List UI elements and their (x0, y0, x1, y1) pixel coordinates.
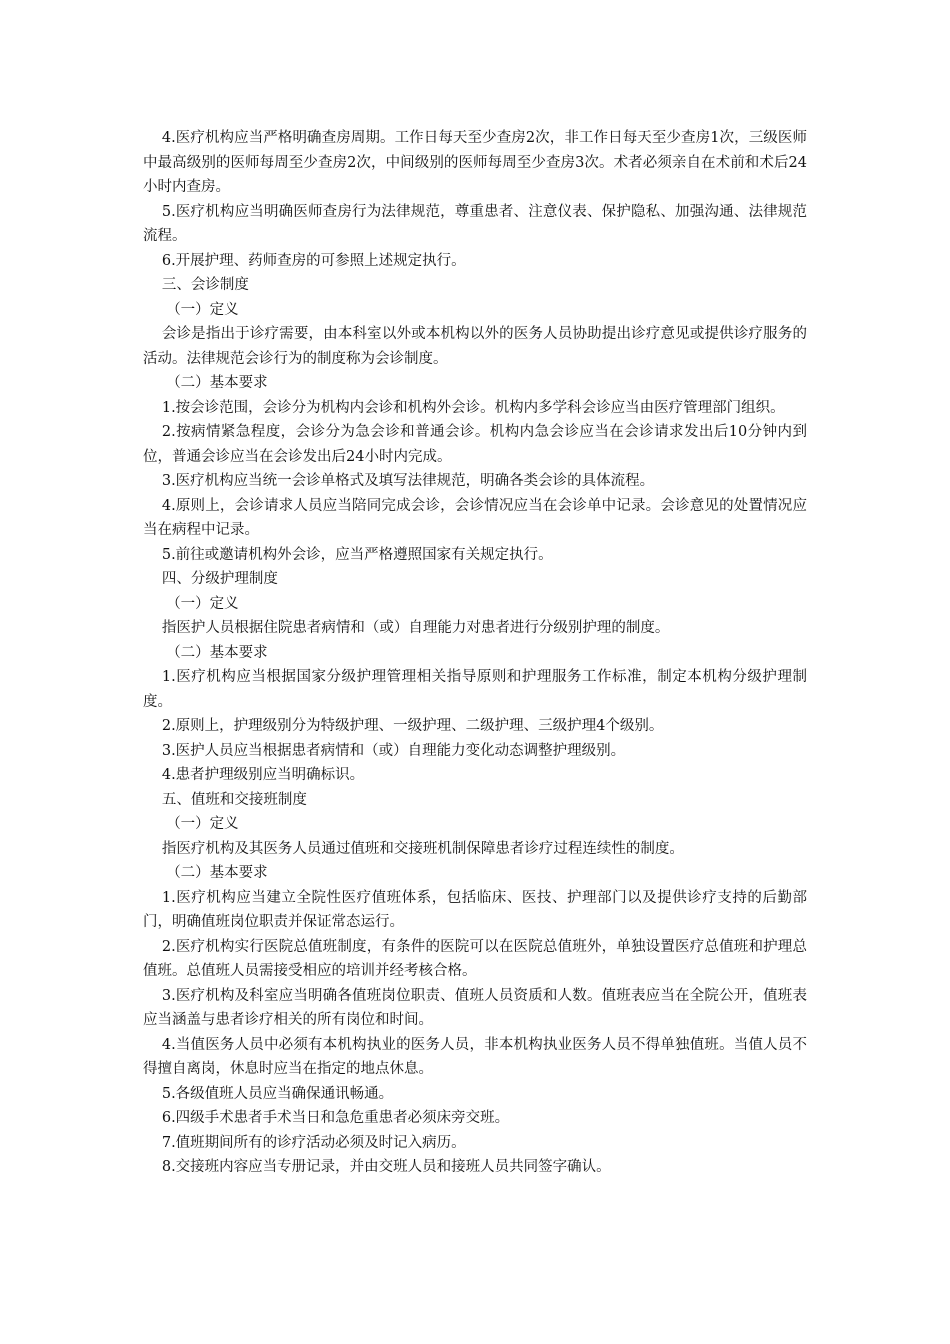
paragraph-rounds-4: 4.医疗机构应当严格明确查房周期。工作日每天至少查房2次，非工作日每天至少查房1次，三级医师中最高级别的医师每周至少查房2次，中间级别的医师每周至少查房3次。术者必须亲自在术前和术后24小时内查房。 (143, 130, 807, 195)
paragraph-duty-1: 1.医疗机构应当建立全院性医疗值班体系，包括临床、医技、护理部门以及提供诊疗支持的后勤部门，明确值班岗位职责并保证常态运行。 (143, 889, 807, 930)
paragraph-nursing-3: 3.医护人员应当根据患者病情和（或）自理能力变化动态调整护理级别。 (161, 742, 626, 759)
paragraph-consultation-4: 4.原则上，会诊请求人员应当陪同完成会诊，会诊情况应当在会诊单中记录。会诊意见的处置情况应当在病程中记录。 (143, 497, 807, 538)
paragraph-nursing-4: 4.患者护理级别应当明确标识。 (161, 767, 365, 783)
subheading-definition: （一）定义 (166, 301, 239, 318)
paragraph-consultation-1: 1.按会诊范围，会诊分为机构内会诊和机构外会诊。机构内多学科会诊应当由医疗管理部门组织。 (161, 399, 785, 416)
subheading-requirements: （二）基本要求 (166, 865, 268, 881)
subheading-requirements: （二）基本要求 (166, 644, 268, 661)
paragraph-duty-4: 4.当值医务人员中必须有本机构执业的医务人员，非本机构执业医务人员不得单独值班。当值人员不得擅自离岗，休息时应当在指定的地点休息。 (143, 1036, 807, 1077)
subheading-requirements: （二）基本要求 (166, 375, 268, 391)
paragraph-nursing-1: 1.医疗机构应当根据国家分级护理管理相关指导原则和护理服务工作标准，制定本机构分级护理制度。 (143, 669, 807, 710)
paragraph-nursing-definition: 指医护人员根据住院患者病情和（或）自理能力对患者进行分级别护理的制度。 (161, 620, 670, 636)
paragraph-duty-definition: 指医疗机构及其医务人员通过值班和交接班机制保障患者诊疗过程连续性的制度。 (161, 840, 684, 857)
paragraph-duty-3: 3.医疗机构及科室应当明确各值班岗位职责、值班人员资质和人数。值班表应当在全院公开，值班表应当涵盖与患者诊疗相关的所有岗位和时间。 (143, 987, 807, 1028)
paragraph-consultation-2: 2.按病情紧急程度，会诊分为急会诊和普通会诊。机构内急会诊应当在会诊请求发出后10分钟内到位，普通会诊应当在会诊发出后24小时内完成。 (143, 424, 807, 465)
paragraph-duty-7: 7.值班期间所有的诊疗活动必须及时记入病历。 (161, 1134, 466, 1151)
document-body (143, 126, 807, 1180)
subheading-definition: （一）定义 (166, 816, 239, 832)
paragraph-consultation-3: 3.医疗机构应当统一会诊单格式及填写法律规范，明确各类会诊的具体流程。 (161, 473, 655, 489)
paragraph-duty-6: 6.四级手术患者手术当日和急危重患者必须床旁交班。 (161, 1110, 510, 1126)
subheading-definition: （一）定义 (166, 595, 239, 612)
section-heading-nursing: 四、分级护理制度 (161, 571, 278, 587)
section-heading-consultation: 三、会诊制度 (161, 277, 249, 293)
paragraph-nursing-2: 2.原则上，护理级别分为特级护理、一级护理、二级护理、三级护理4个级别。 (161, 718, 664, 734)
section-heading-duty: 五、值班和交接班制度 (161, 791, 307, 808)
paragraph-rounds-6: 6.开展护理、药师查房的可参照上述规定执行。 (161, 252, 466, 269)
paragraph-duty-2: 2.医疗机构实行医院总值班制度，有条件的医院可以在医院总值班外，单独设置医疗总值班和护理总值班。总值班人员需接受相应的培训并经考核合格。 (143, 938, 807, 979)
paragraph-rounds-5: 5.医疗机构应当明确医师查房行为法律规范，尊重患者、注意仪表、保护隐私、加强沟通、法律规范流程。 (143, 203, 807, 244)
paragraph-duty-5: 5.各级值班人员应当确保通讯畅通。 (161, 1085, 394, 1102)
paragraph-duty-8: 8.交接班内容应当专册记录，并由交班人员和接班人员共同签字确认。 (161, 1159, 611, 1175)
paragraph-consultation-5: 5.前往或邀请机构外会诊，应当严格遵照国家有关规定执行。 (161, 546, 553, 563)
paragraph-consultation-definition: 会诊是指出于诊疗需要，由本科室以外或本机构以外的医务人员协助提出诊疗意见或提供诊疗服务的活动。法律规范会诊行为的制度称为会诊制度。 (143, 326, 807, 367)
